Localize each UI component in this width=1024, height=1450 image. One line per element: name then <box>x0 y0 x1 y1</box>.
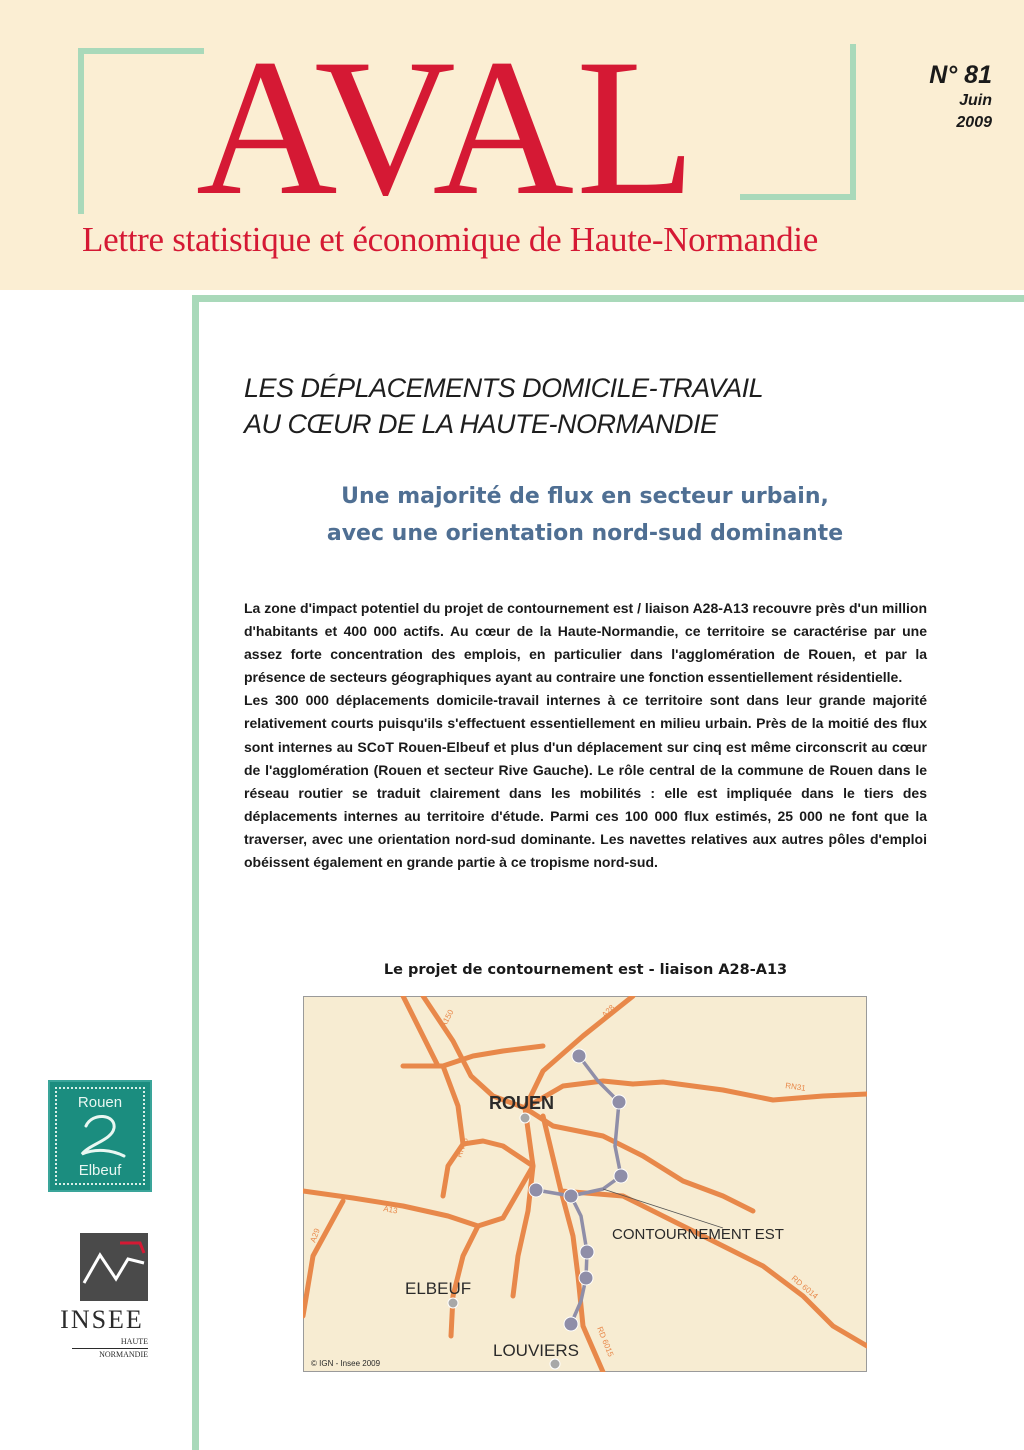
road-label-rn31: RN31 <box>784 1081 807 1093</box>
bypass-node <box>564 1317 578 1331</box>
issue-number: N° 81 <box>929 61 992 89</box>
bypass-node <box>579 1271 593 1285</box>
article-paragraph: Les 300 000 déplacements domicile-travail internes à ce territoire sont dans leur grande majorité relativement courts puisqu'ils s'effectuent essentiellement en milieu urbain. Près de la moitié des flux sont internes au SCoT Rouen-Elbeuf et plus d'un déplacement sur cinq est même circonscrit au cœur de l'agglomération (Rouen et secteur Rive Gauche). Le rôle central de la commune de Rouen dans le réseau routier se traduit clairement dans les mobilités : elle est impliquée dans le tiers des déplacements internes au territoire d'étude. Parmi ces 100 000 flux estimés, 25 000 ne font que la traverser, avec une orientation nord-sud dominante. Les navettes relatives aux autres pôles d'emploi obéissent également en grande partie à ce tropisme nord-sud. <box>244 692 927 871</box>
issue-info <box>880 60 992 134</box>
insee-emblem-icon <box>80 1233 148 1301</box>
insee-region-line1: HAUTE <box>120 1337 148 1346</box>
label-contournement-est: CONTOURNEMENT EST <box>612 1226 784 1243</box>
road-label-a29: A29 <box>308 1227 322 1244</box>
insee-mark-icon <box>80 1233 148 1301</box>
map-credit: © IGN - Insee 2009 <box>311 1359 381 1368</box>
label-elbeuf: ELBEUF <box>405 1279 472 1298</box>
town-marker-louviers <box>550 1359 560 1369</box>
logo-rouen-text: Rouen <box>77 1094 123 1111</box>
article-title-line: AU CŒUR DE LA HAUTE-NORMANDIE <box>244 409 718 439</box>
masthead-banner <box>0 0 1024 290</box>
town-marker-elbeuf <box>448 1298 458 1308</box>
road-label-a150: A150 <box>438 1008 456 1029</box>
road-label-rd6015: RD 6015 <box>595 1325 616 1359</box>
publication-title: AVAL <box>196 19 698 236</box>
bracket-decoration-left <box>78 48 204 214</box>
article-title-line: LES DÉPLACEMENTS DOMICILE-TRAVAIL <box>244 373 764 403</box>
article-lede <box>244 478 926 552</box>
bypass-node <box>564 1189 578 1203</box>
article-lede-line: Une majorité de flux en secteur urbain, <box>341 484 829 509</box>
road-label-a28: A28 <box>600 1002 617 1020</box>
article-lede-line: avec une orientation nord-sud dominante <box>326 521 844 546</box>
publication-subtitle: Lettre statistique et économique de Haute-Normandie <box>82 220 818 259</box>
accent-bar-vertical <box>192 295 199 1450</box>
insee-logo <box>52 1233 152 1363</box>
insee-region-line2: NORMANDIE <box>72 1348 148 1359</box>
rouen-elbeuf-logo <box>48 1080 152 1192</box>
bypass-node <box>580 1245 594 1259</box>
label-louviers: LOUVIERS <box>493 1341 579 1360</box>
bypass-node <box>572 1049 586 1063</box>
accent-bar-horizontal <box>192 295 1024 302</box>
article-body <box>244 597 927 874</box>
swash-icon <box>72 1110 132 1162</box>
road-label-a13: A13 <box>382 1204 399 1216</box>
logo-elbeuf-text: Elbeuf <box>78 1162 122 1179</box>
bypass-node <box>529 1183 543 1197</box>
bypass-node <box>614 1169 628 1183</box>
insee-wordmark: INSEE <box>60 1305 144 1334</box>
issue-year: 2009 <box>956 114 992 131</box>
road-label-rn28: RN28 <box>454 1136 470 1159</box>
issue-month: Juin <box>959 92 992 109</box>
town-marker-rouen <box>520 1113 530 1123</box>
bypass-map <box>303 996 867 1372</box>
map-title: Le projet de contournement est - liaison A28-A13 <box>383 962 788 978</box>
article-paragraph: La zone d'impact potentiel du projet de contournement est / liaison A28-A13 recouvre près d'un million d'habitants et 400 000 actifs. Au cœur de la Haute-Normandie, ce territoire se caractérise par une assez forte concentration des emplois, en particulier dans l'agglomération de Rouen, et par la présence de secteurs géographiques ayant au contraire une fonction essentiellement résidentielle. <box>244 600 927 686</box>
label-rouen: ROUEN <box>489 1093 555 1113</box>
article-title <box>244 370 964 442</box>
bypass-node <box>612 1095 626 1109</box>
road-label-rd6014: RD 6014 <box>789 1273 820 1301</box>
